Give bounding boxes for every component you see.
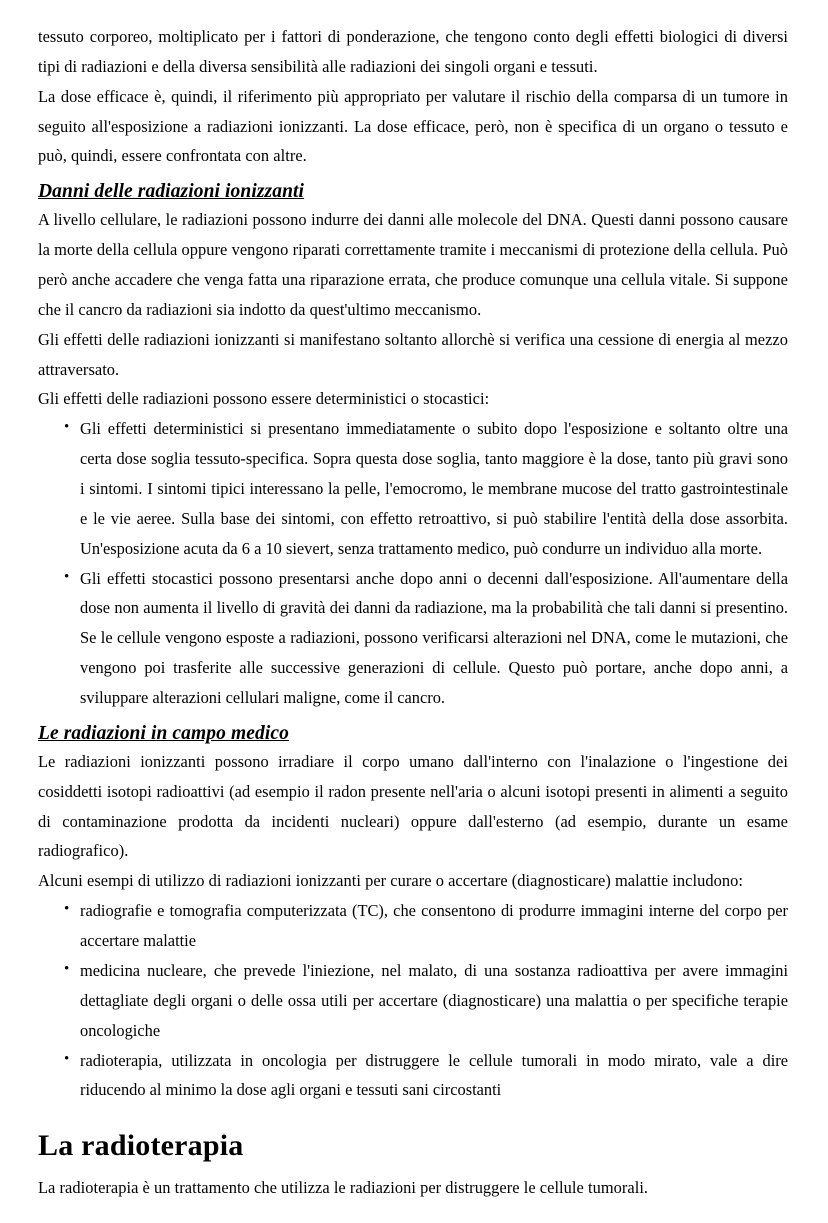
bullet-list-usi-medici	[38, 896, 788, 1105]
paragraph-esempi-utilizzo: Alcuni esempi di utilizzo di radiazioni ionizzanti per curare o accertare (diagnosticare) malattie includono:	[38, 871, 743, 891]
paragraph-effetti-tipi: Gli effetti delle radiazioni possono essere deterministici o stocastici:	[38, 389, 490, 409]
list-item: • Gli effetti deterministici si presentano immediatamente o subito dopo l'esposizione e soltanto oltre una certa dose soglia tessuto-specifica. Sopra questa dose soglia, tanto maggiore è la dose, tanto più gravi sono i sintomi. I sintomi tipici interessano la pelle, l'emocromo, le membrane mucose del tratto gastrointestinale e le vie aeree. Sulla base dei sintomi, con effetto retroattivo, si può stabilire l'entità della dose assorbita. Un'esposizione acuta da 6 a 10 sievert, senza trattamento medico, può condurre un individuo alla morte.	[64, 414, 788, 563]
list-item: • medicina nucleare, che prevede l'iniezione, nel malato, di una sostanza radioattiva per avere immagini dettagliate degli organi o delle ossa utili per accertare (diagnosticare) una malattia o per specifiche terapie oncologiche	[64, 956, 788, 1046]
paragraph-continued: tessuto corporeo, moltiplicato per i fattori di ponderazione, che tengono conto degli effetti biologici di diversi tipi di radiazioni e della diversa sensibilità alle radiazioni dei singoli organi e tessuti.	[38, 27, 788, 76]
section-heading-danni: Danni delle radiazioni ionizzanti	[38, 181, 305, 203]
paragraph-radioterapia-intro: La radioterapia è un trattamento che utilizza le radiazioni per distruggere le cellule tumorali.	[38, 1178, 649, 1198]
list-item: • Gli effetti stocastici possono presentarsi anche dopo anni o decenni dall'esposizione. All'aumentare della dose non aumenta il livello di gravità dei danni da radiazione, ma la probabilità che tali danni si presentino. Se le cellule vengono esposte a radiazioni, possono verificarsi alterazioni nel DNA, come le mutazioni, che vengono poi trasferite alle successive generazioni di cellule. Questo può portare, anche dopo anni, a sviluppare alterazioni cellulari maligne, come il cancro.	[64, 564, 788, 713]
chapter-heading-radioterapia: La radioterapia	[38, 1129, 244, 1163]
paragraph-dose-efficace: La dose efficace è, quindi, il riferimento più appropriato per valutare il rischio della comparsa di un tumore in seguito all'esposizione a radiazioni ionizzanti. La dose efficace, però, non è specifica di un organo o tessuto e può, quindi, essere confrontata con altre.	[38, 86, 788, 166]
list-item: • radioterapia, utilizzata in oncologia per distruggere le cellule tumorali in modo mirato, vale a dire riducendo al minimo la dose agli organi e tessuti sani circostanti	[64, 1046, 788, 1106]
paragraph-livello-cellulare: A livello cellulare, le radiazioni possono indurre dei danni alle molecole del DNA. Questi danni possono causare la morte della cellula oppure vengono riparati correttamente tramite i meccanismi di protezione della cellula. Può però anche accadere che venga fatta una riparazione errata, che produce comunque una cellula vitale. Si suppone che il cancro da radiazioni sia indotto da quest'ultimo meccanismo.	[38, 210, 788, 319]
bullet-list-effetti	[38, 414, 788, 713]
list-item: • radiografie e tomografia computerizzata (TC), che consentono di produrre immagini interne del corpo per accertare malattie	[64, 896, 788, 956]
paragraph-irradiazione: Le radiazioni ionizzanti possono irradiare il corpo umano dall'interno con l'inalazione o l'ingestione dei cosiddetti isotopi radioattivi (ad esempio il radon presente nell'aria o alcuni isotopi presenti in alimenti a seguito di contaminazione prodotta da incidenti nucleari) oppure dall'esterno (ad esempio, durante un esame radiografico).	[38, 751, 788, 861]
section-heading-campo-medico: Le radiazioni in campo medico	[38, 722, 289, 744]
paragraph-effetti-manifestano: Gli effetti delle radiazioni ionizzanti si manifestano soltanto allorchè si verifica una cessione di energia al mezzo attraversato.	[38, 329, 788, 379]
